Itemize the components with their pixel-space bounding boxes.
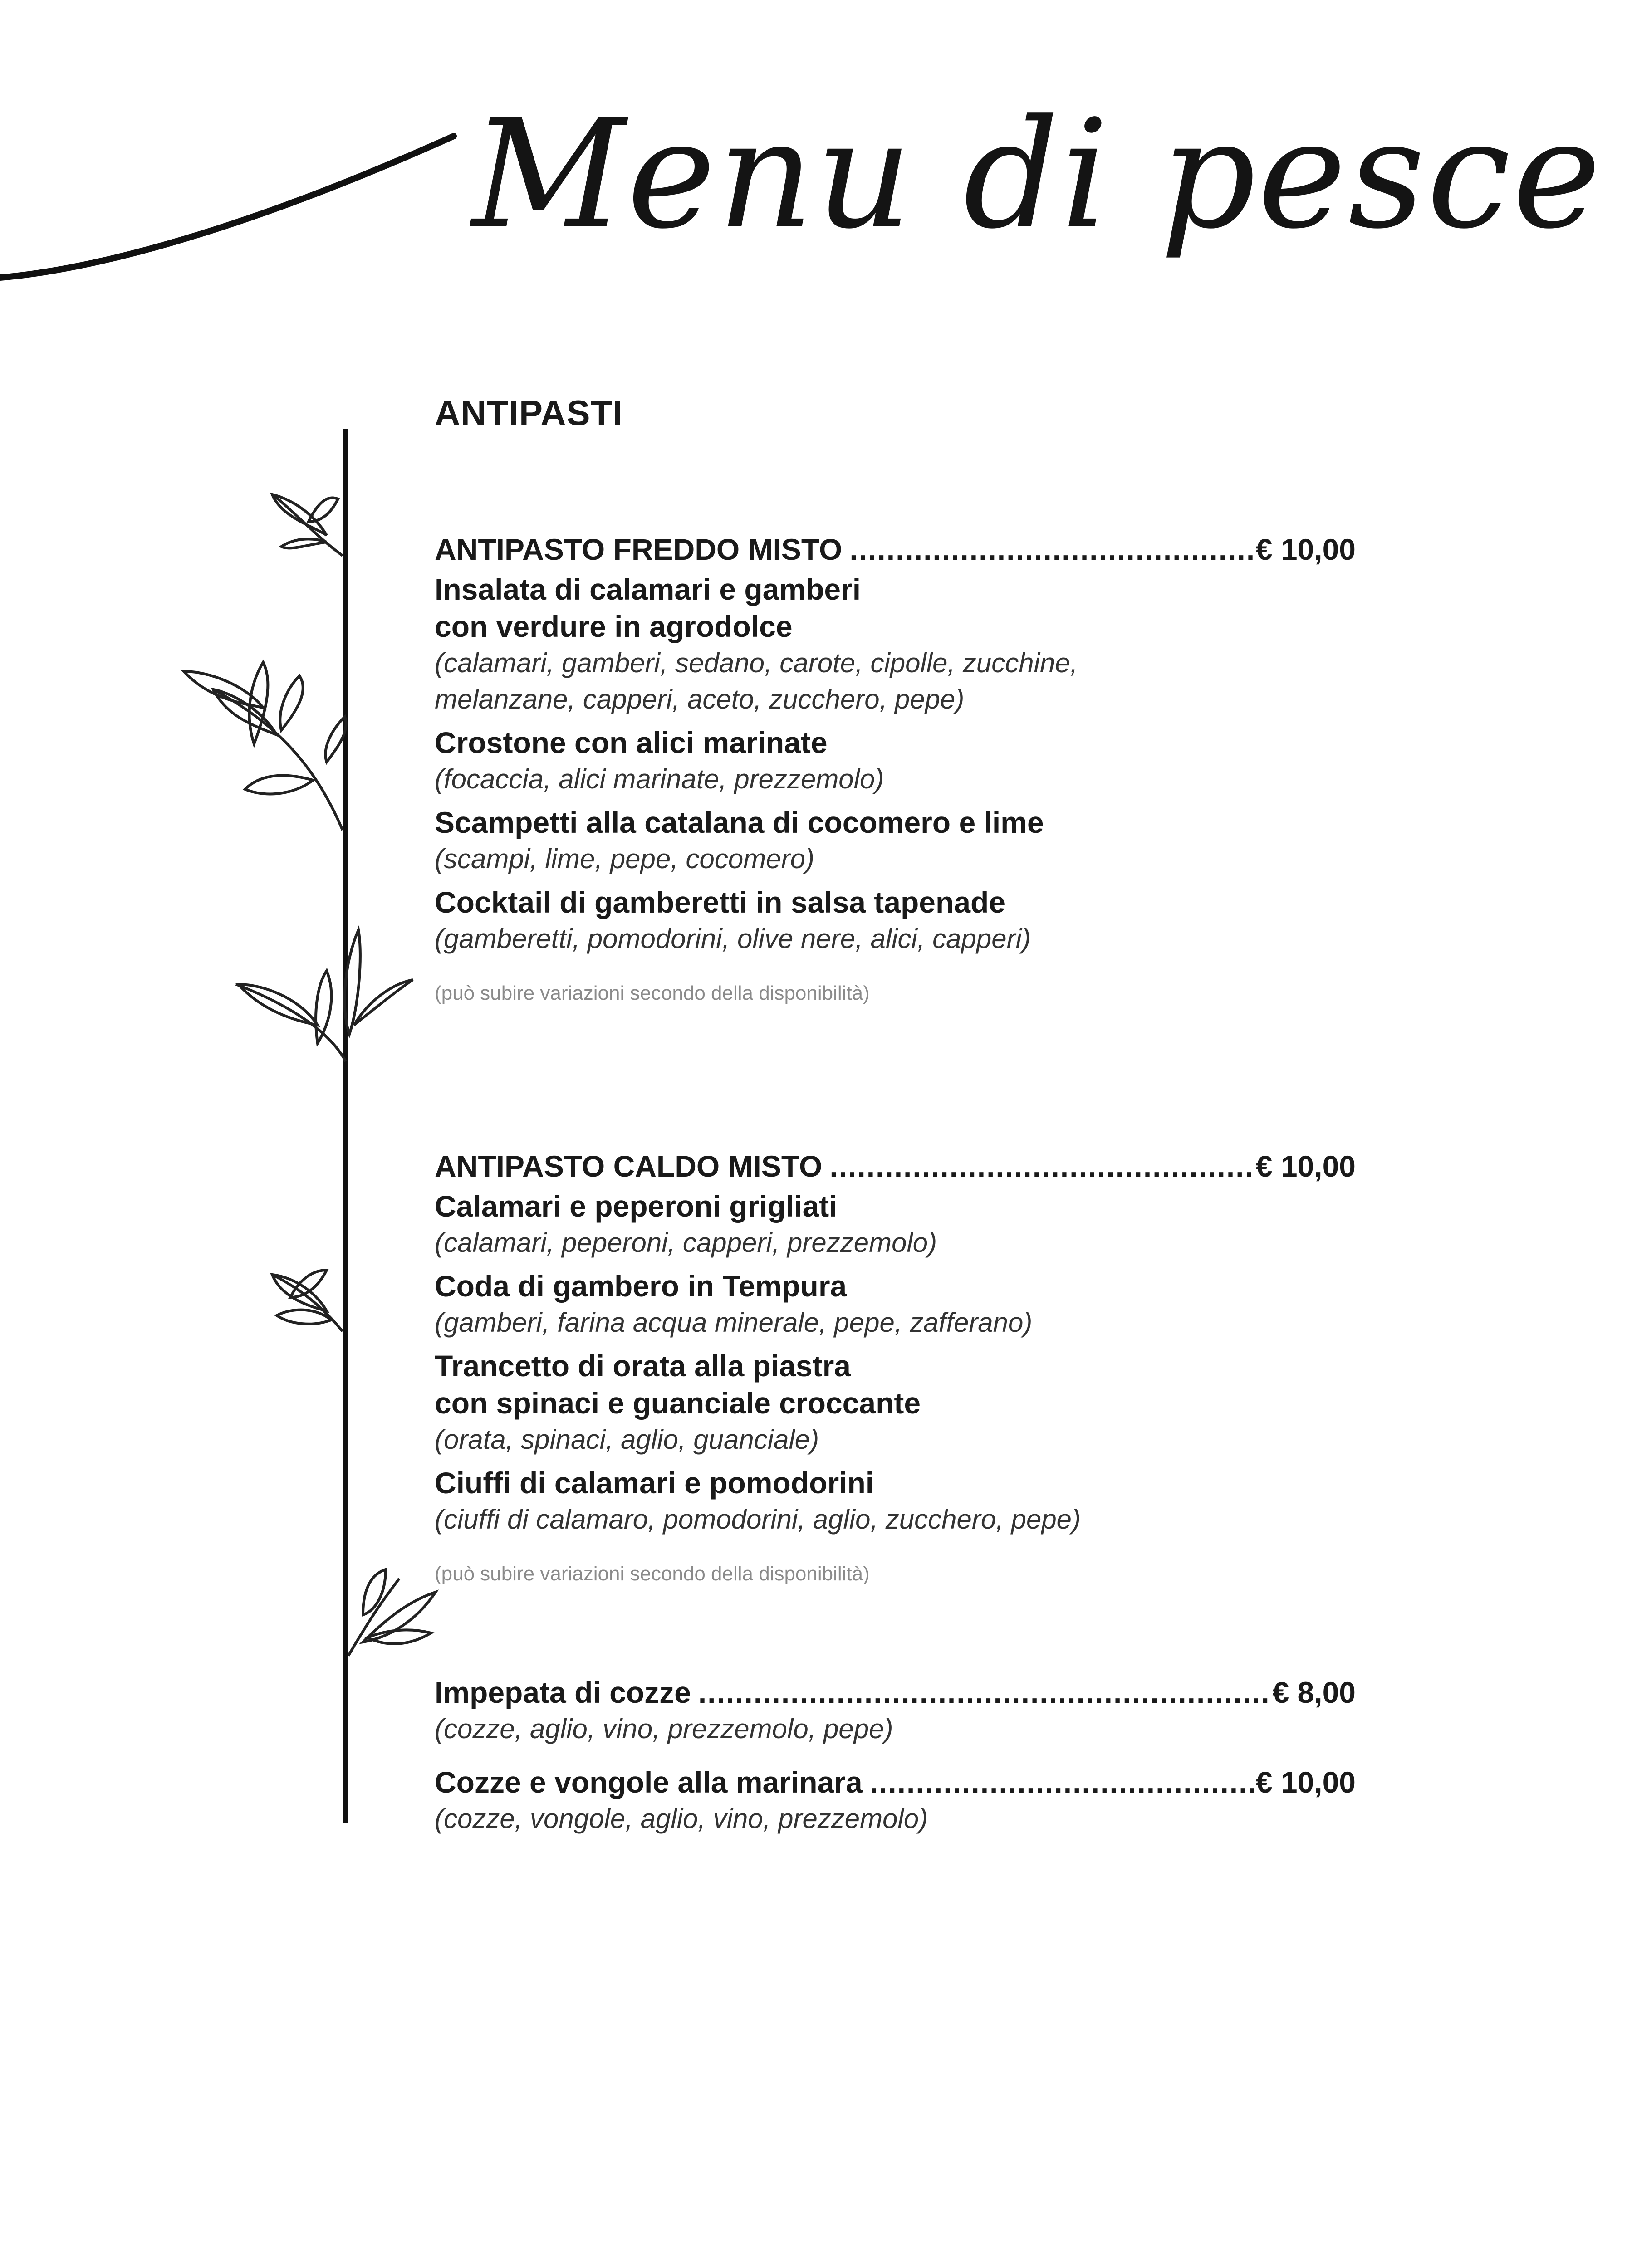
section-title: ANTIPASTI — [435, 393, 623, 433]
menu-item-header — [435, 531, 1356, 568]
item-price: € 10,00 — [1255, 1149, 1356, 1183]
dish-ingredients: (gamberi, farina acqua minerale, pepe, zafferano) — [435, 1307, 1033, 1338]
list-item — [435, 804, 1365, 877]
leaf-cluster-1 — [272, 494, 343, 556]
dish-name: Scampetti alla catalana di cocomero e lime — [435, 806, 1044, 839]
list-item — [435, 724, 1365, 797]
dish-name: Insalata di calamari e gamberi — [435, 572, 861, 606]
antipasto-freddo — [435, 531, 1365, 1007]
dish-ingredients: (orata, spinaci, aglio, guanciale) — [435, 1424, 819, 1455]
dish-name: Cocktail di gamberetti in salsa tapenade — [435, 885, 1006, 919]
item-name: Cozze e vongole alla marinara — [435, 1765, 863, 1799]
leaf-cluster-5 — [348, 1569, 436, 1656]
item-price: € 10,00 — [1255, 533, 1356, 566]
dish-ingredients: melanzane, capperi, aceto, zucchero, pepe) — [435, 684, 965, 714]
dish-name: Trancetto di orata alla piastra — [435, 1349, 851, 1383]
dish-name: con verdure in agrodolce — [435, 610, 793, 643]
dish-name: con spinaci e guanciale croccante — [435, 1386, 921, 1420]
list-item — [435, 1464, 1365, 1538]
dish-name: Calamari e peperoni grigliati — [435, 1189, 838, 1223]
availability-note: (può subire variazioni secondo della disponibilità) — [435, 1563, 870, 1585]
list-item — [435, 1188, 1365, 1261]
availability-note: (può subire variazioni secondo della disponibilità) — [435, 982, 870, 1004]
dish-ingredients: (cozze, vongole, aglio, vino, prezzemolo) — [435, 1804, 928, 1834]
dish-name: Coda di gambero in Tempura — [435, 1269, 847, 1303]
list-item — [435, 571, 1365, 718]
list-item — [435, 884, 1365, 957]
dish-ingredients: (scampi, lime, pepe, cocomero) — [435, 844, 814, 874]
impepata-di-cozze — [435, 1674, 1365, 1747]
leaf-cluster-3 — [236, 930, 413, 1061]
title-swash — [0, 136, 454, 278]
item-name: ANTIPASTO CALDO MISTO — [435, 1149, 823, 1183]
dish-ingredients: (ciuffi di calamaro, pomodorini, aglio, zucchero, pepe) — [435, 1504, 1081, 1535]
item-name: ANTIPASTO FREDDO MISTO — [435, 533, 843, 566]
item-price: € 10,00 — [1255, 1765, 1356, 1799]
antipasto-caldo — [435, 1148, 1365, 1588]
item-name: Impepata di cozze — [435, 1676, 691, 1709]
leaf-cluster-4 — [272, 1270, 343, 1331]
menu-item-header — [435, 1148, 1356, 1185]
dish-ingredients: (focaccia, alici marinate, prezzemolo) — [435, 764, 884, 794]
menu-item-header — [435, 1674, 1356, 1711]
dish-ingredients: (calamari, peperoni, capperi, prezzemolo) — [435, 1227, 937, 1258]
dish-name: Crostone con alici marinate — [435, 726, 828, 759]
menu-item-header — [435, 1764, 1356, 1801]
leader-dots — [829, 1148, 1254, 1185]
dish-name: Ciuffi di calamari e pomodorini — [435, 1466, 874, 1500]
cozze-e-vongole — [435, 1764, 1365, 1837]
dish-ingredients: (cozze, aglio, vino, prezzemolo, pepe) — [435, 1714, 893, 1744]
page-title: Menu di pesce — [472, 88, 1603, 262]
item-price: € 8,00 — [1272, 1676, 1356, 1709]
dish-ingredients: (calamari, gamberi, sedano, carote, cipolle, zucchine, — [435, 648, 1078, 678]
leader-dots — [849, 531, 1254, 568]
leader-dots — [698, 1674, 1271, 1711]
list-item — [435, 1267, 1365, 1341]
leaf-cluster-2 — [184, 662, 346, 830]
list-item — [435, 1347, 1365, 1458]
leader-dots — [870, 1764, 1254, 1801]
dish-ingredients: (gamberetti, pomodorini, olive nere, alici, capperi) — [435, 924, 1031, 954]
